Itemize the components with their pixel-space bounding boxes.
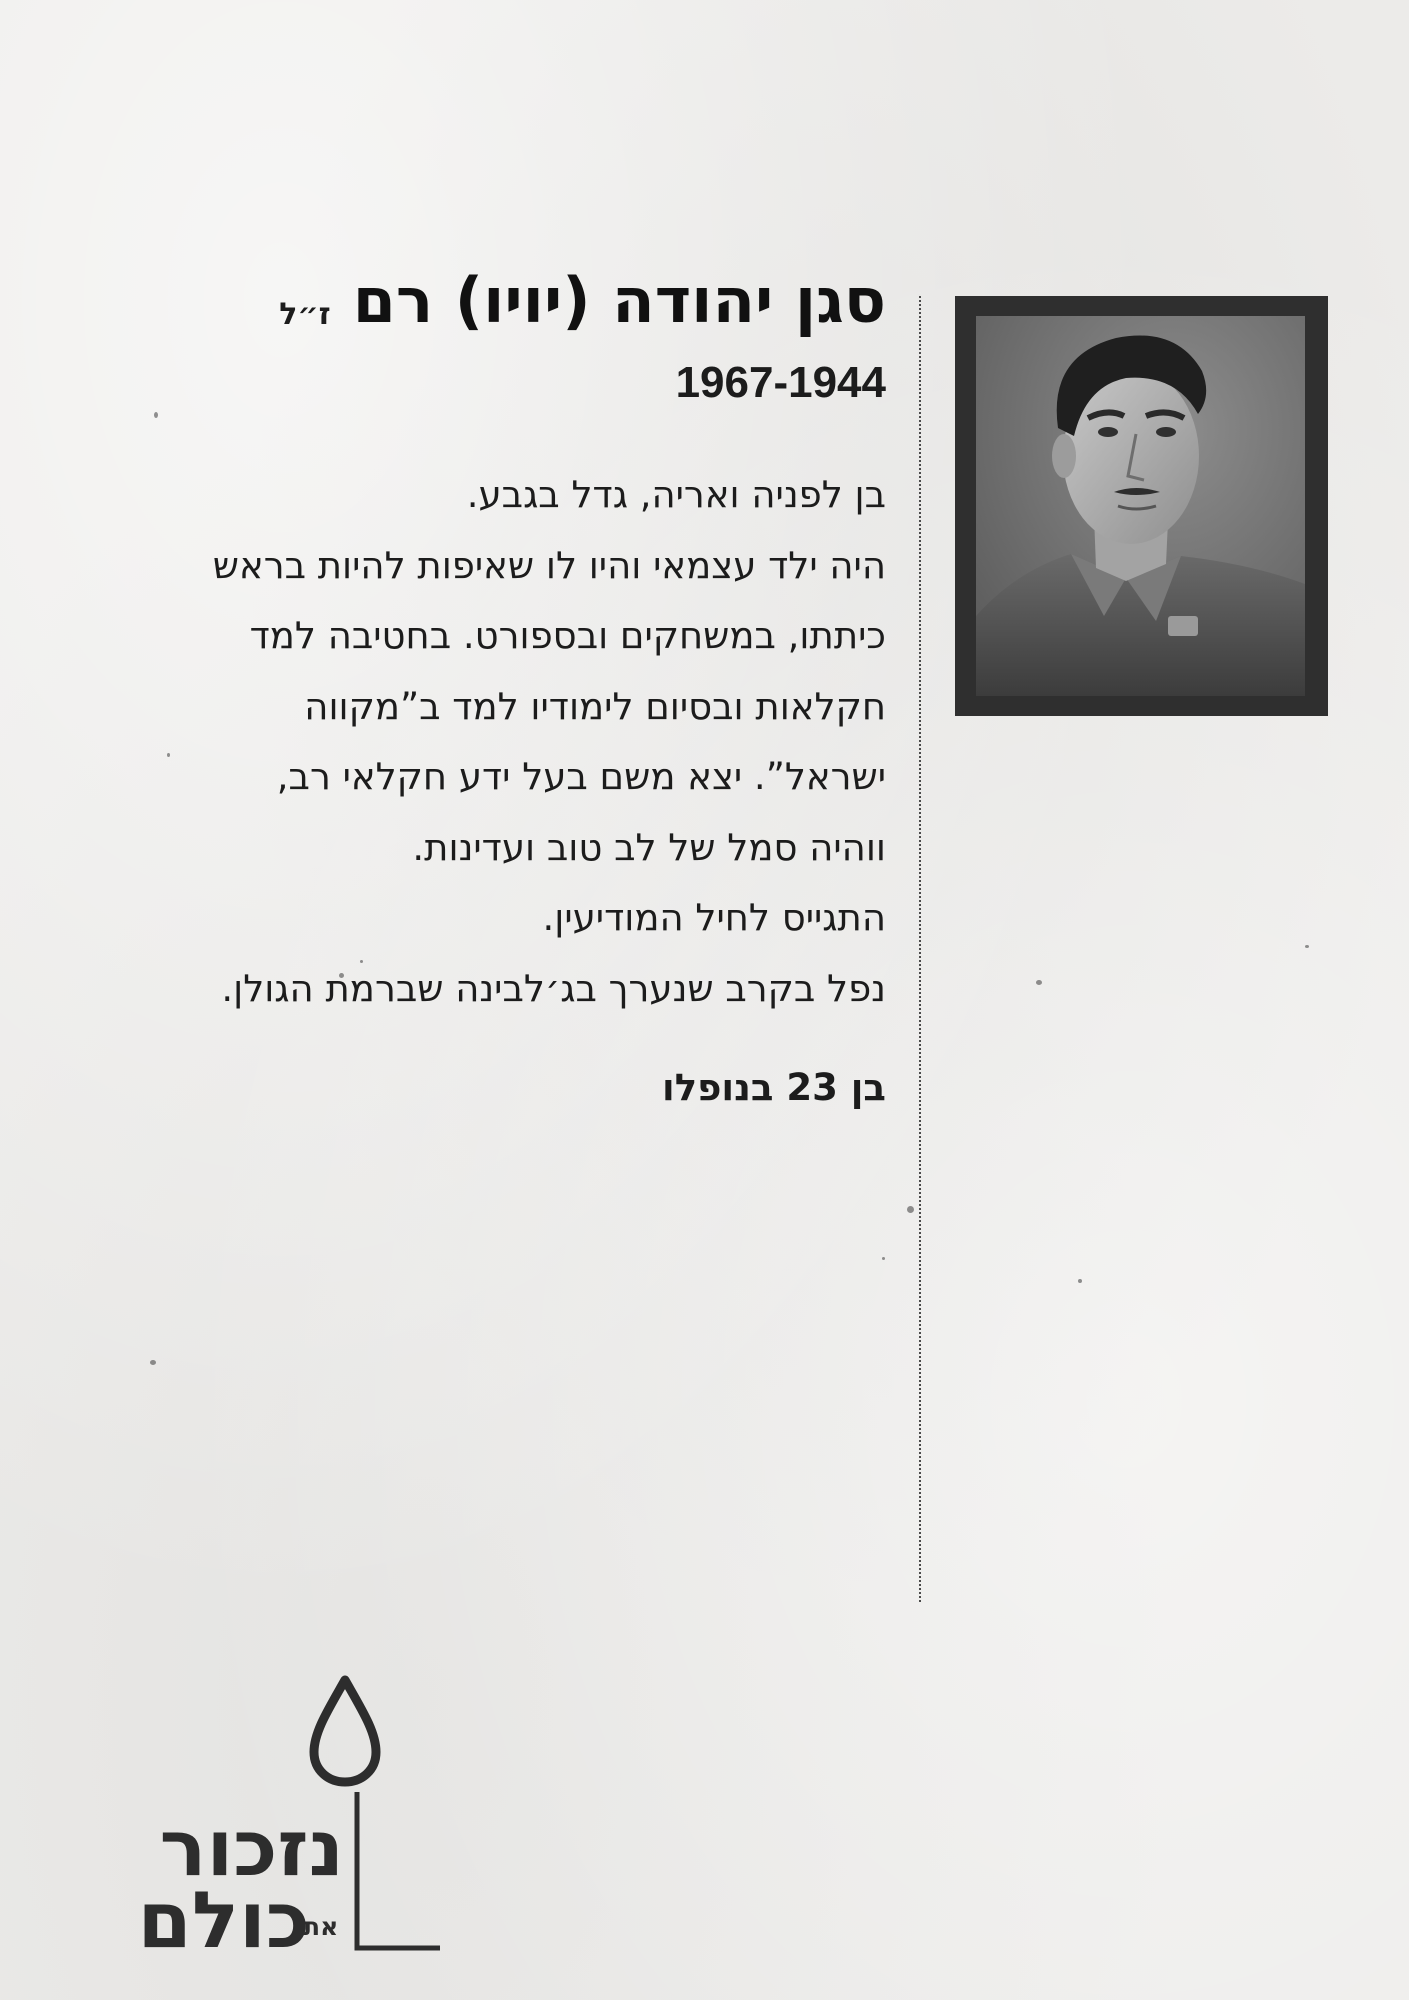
bio-line: נפל בקרב שנערך בג׳לבינה שברמת הגולן. — [221, 966, 886, 1010]
honorific: ז״ל — [279, 297, 331, 332]
bio-line: חקלאות ובסיום לימודיו למד ב”מקווה — [304, 684, 886, 728]
age-at-death: בן 23 בנופלו — [662, 1066, 886, 1109]
title-row — [146, 264, 886, 337]
bio-line: היה ילד עצמאי והיו לו שאיפות להיות בראש — [212, 543, 886, 587]
paper-speck — [907, 1206, 914, 1213]
paper-speck — [150, 1360, 156, 1365]
portrait-frame — [955, 296, 1328, 716]
paper-speck — [1036, 980, 1042, 985]
life-years: 1967-1944 — [675, 358, 886, 407]
paper-speck — [1078, 1279, 1082, 1283]
logo-word-et: את — [303, 1912, 339, 1941]
nizkor-et-kulam-logo — [110, 1670, 450, 1966]
paper-speck — [1305, 945, 1309, 948]
dotted-divider — [919, 296, 921, 1602]
biography — [146, 460, 886, 1024]
bio-line: בן לפניה ואריה, גדל בגבע. — [466, 473, 886, 516]
paper-speck — [882, 1257, 885, 1260]
bio-line: ווהיה סמל של לב טוב ועדינות. — [412, 825, 886, 869]
bio-line: ישראל”. יצא משם בעל ידע חקלאי רב, — [276, 755, 886, 798]
memorial-text — [146, 264, 886, 1109]
soldier-name: סגן יהודה (יויו) רם — [352, 264, 886, 337]
logo-word-nizkor: נזכור — [159, 1804, 344, 1894]
logo-word-kulam: כולם — [137, 1876, 310, 1966]
bio-line: כיתתו, במשחקים ובספורט. בחטיבה למד — [249, 614, 886, 657]
bio-line: התגייס לחיל המודיעין. — [542, 896, 886, 939]
portrait-photo — [976, 316, 1305, 696]
